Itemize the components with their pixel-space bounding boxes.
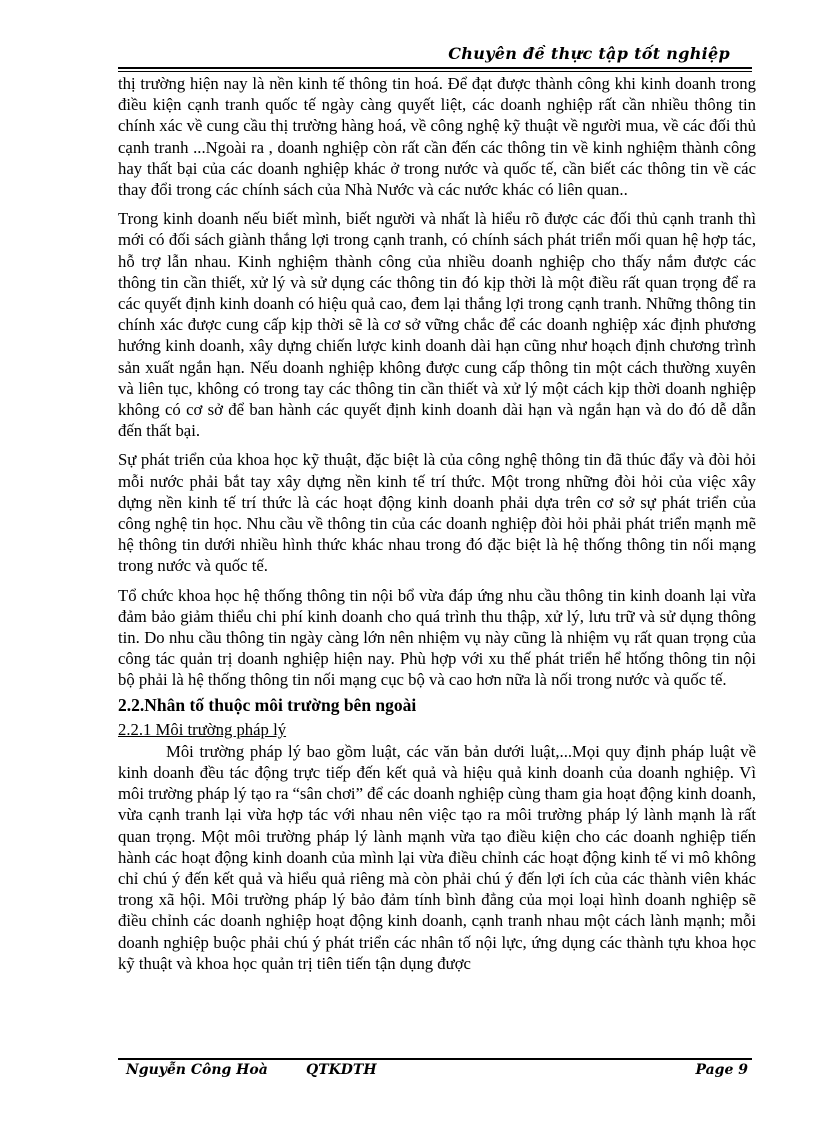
paragraph-continuation: thị trường hiện nay là nền kinh tế thông tin hoá. Để đạt được thành công khi kinh doanh trong điều kiện cạnh tranh quốc tế ngày càng quyết liệt, các doanh nghiệp rất cần nhiều thông tin chính xác về cung cầu thị trường hàng hoá, về công nghệ kỹ thuật về người mua, về các đối thủ cạnh tranh ...Ngoài ra , doanh nghiệp còn rất cần đến các thông tin về kinh nghiệm thành công hay thất bại của các doanh nghiệp khác ở trong nước và quốc tế, cần biết các thông tin về các thay đổi trong các chính sách của Nhà Nước và các nước khác có liên quan.. [118,74,756,200]
document-body [118,73,756,974]
footer-rule [118,1058,752,1060]
paragraph-internal-info: Tổ chức khoa học hệ thống thông tin nội bổ vừa đáp ứng nhu cầu thông tin kinh doanh lại vừa đảm bảo giảm thiểu chi phí kinh doanh cho quá trình thu thập, xử lý, lưu trữ và sử dụng thông tin. Do nhu cầu thông tin ngày càng lớn nên nhiệm vụ này cũng là nhiệm vụ rất quan trọng của công tác quản trị doanh nghiệp hiện nay. Phù hợp với xu thế phát triển hể htống thông tin nội bộ phải là hệ thống thông tin nối mạng cục bộ và cao hơn nữa là nối trong nước và quốc tế. [118,585,756,690]
section-heading: 2.2.Nhân tố thuộc môi trường bên ngoài [118,694,417,715]
subsection-heading: 2.2.1 Môi trường pháp lý [118,719,287,739]
paragraph-competition: Trong kinh doanh nếu biết mình, biết người và nhất là hiểu rõ được các đối thủ cạnh tranh thì mới có đối sách giành thắng lợi trong cạnh tranh, có chính sách phát triển mối quan hệ hợp tác, hỗ trợ lẫn nhau. Kinh nghiệm thành công của nhiều doanh nghiệp cho thấy nắm được các thông tin cần thiết, xử lý và sử dụng các thông tin đó kịp thời là một điều rất quan trọng để ra các quyết định kinh doanh có hiệu quả cao, đem lại thắng lợi trong cạnh tranh. Những thông tin chính xác được cung cấp kịp thời sẽ là cơ sở vững chắc để các doanh nghiệp xác định phương hướng kinh doanh, xây dựng chiến lược kinh doanh dài hạn cũng như hoạch định chương trình sản xuất ngắn hạn. Nếu doanh nghiệp không được cung cấp thông tin một cách thường xuyên và liên tục, không có trong tay các thông tin cần thiết và xử lý một cách kịp thời doanh nghiệp không có cơ sở để ban hành các quyết định kinh doanh dài hạn và ngắn hạn và do đó dễ dẫn đến thất bại. [118,209,756,441]
page-footer [122,1062,752,1086]
paragraph-legal-environment: Môi trường pháp lý bao gồm luật, các văn bản dưới luật,...Mọi quy định pháp luật về kinh doanh đều tác động trực tiếp đến kết quả và hiệu quả kinh doanh của doanh nghiệp. Vì môi trường pháp lý tạo ra “sân chơi” để các doanh nghiệp cùng tham gia hoạt động kinh doanh, vừa cạnh tranh lại vừa hợp tác với nhau nên việc tạo ra môi trường pháp lý lành mạnh là rất quan trọng. Một môi trường pháp lý lành mạnh vừa tạo điều kiện cho các doanh nghiệp tiến hành các hoạt động kinh doanh của mình lại vừa điều chỉnh các hoạt động kinh tế vi mô không chỉ chú ý đến kết quả và hiểu quả riêng mà còn phải chú ý đến lợi ích của các thành viên khác trong xã hội. Môi trường pháp lý bảo đảm tính bình đẳng của mọi loại hình doanh nghiệp sẽ điều chỉnh các doanh nghiệp hoạt động kinh doanh, cạnh tranh nhau một cách lành mạnh; mỗi doanh nghiệp buộc phải chú ý phát triển các nhân tố nội lực, ứng dụng các thành tựu khoa học kỹ thuật và khoa học quản trị tiên tiến tận dụng được [118,741,756,973]
footer-page-number: Page 9 [695,1062,748,1078]
footer-author: Nguyễn Công Hoà [126,1062,268,1078]
paragraph-technology: Sự phát triển của khoa học kỹ thuật, đặc biệt là của công nghệ thông tin đã thúc đẩy và đòi hỏi mỗi nước phải bắt tay xây dựng nền kinh tế trí thức. Một trong những đòi hỏi của việc xây dựng nền kinh tế trí thức là các hoạt động kinh doanh phải dựa trên cơ sở sự phát triển của công nghệ tin học. Nhu cầu về thông tin của các doanh nghiệp đòi hỏi phải phát triển mạnh mẽ hệ thông tin dưới nhiều hình thức khác nhau trong đó đặc biệt là hệ thống thông tin nối mạng trong nước và quốc tế. [118,450,756,576]
header-rule [118,67,752,69]
header-rule-thin [118,71,752,72]
footer-class: QTKDTH [306,1062,377,1078]
header-title: Chuyên đề thực tập tốt nghiệp [448,44,730,63]
